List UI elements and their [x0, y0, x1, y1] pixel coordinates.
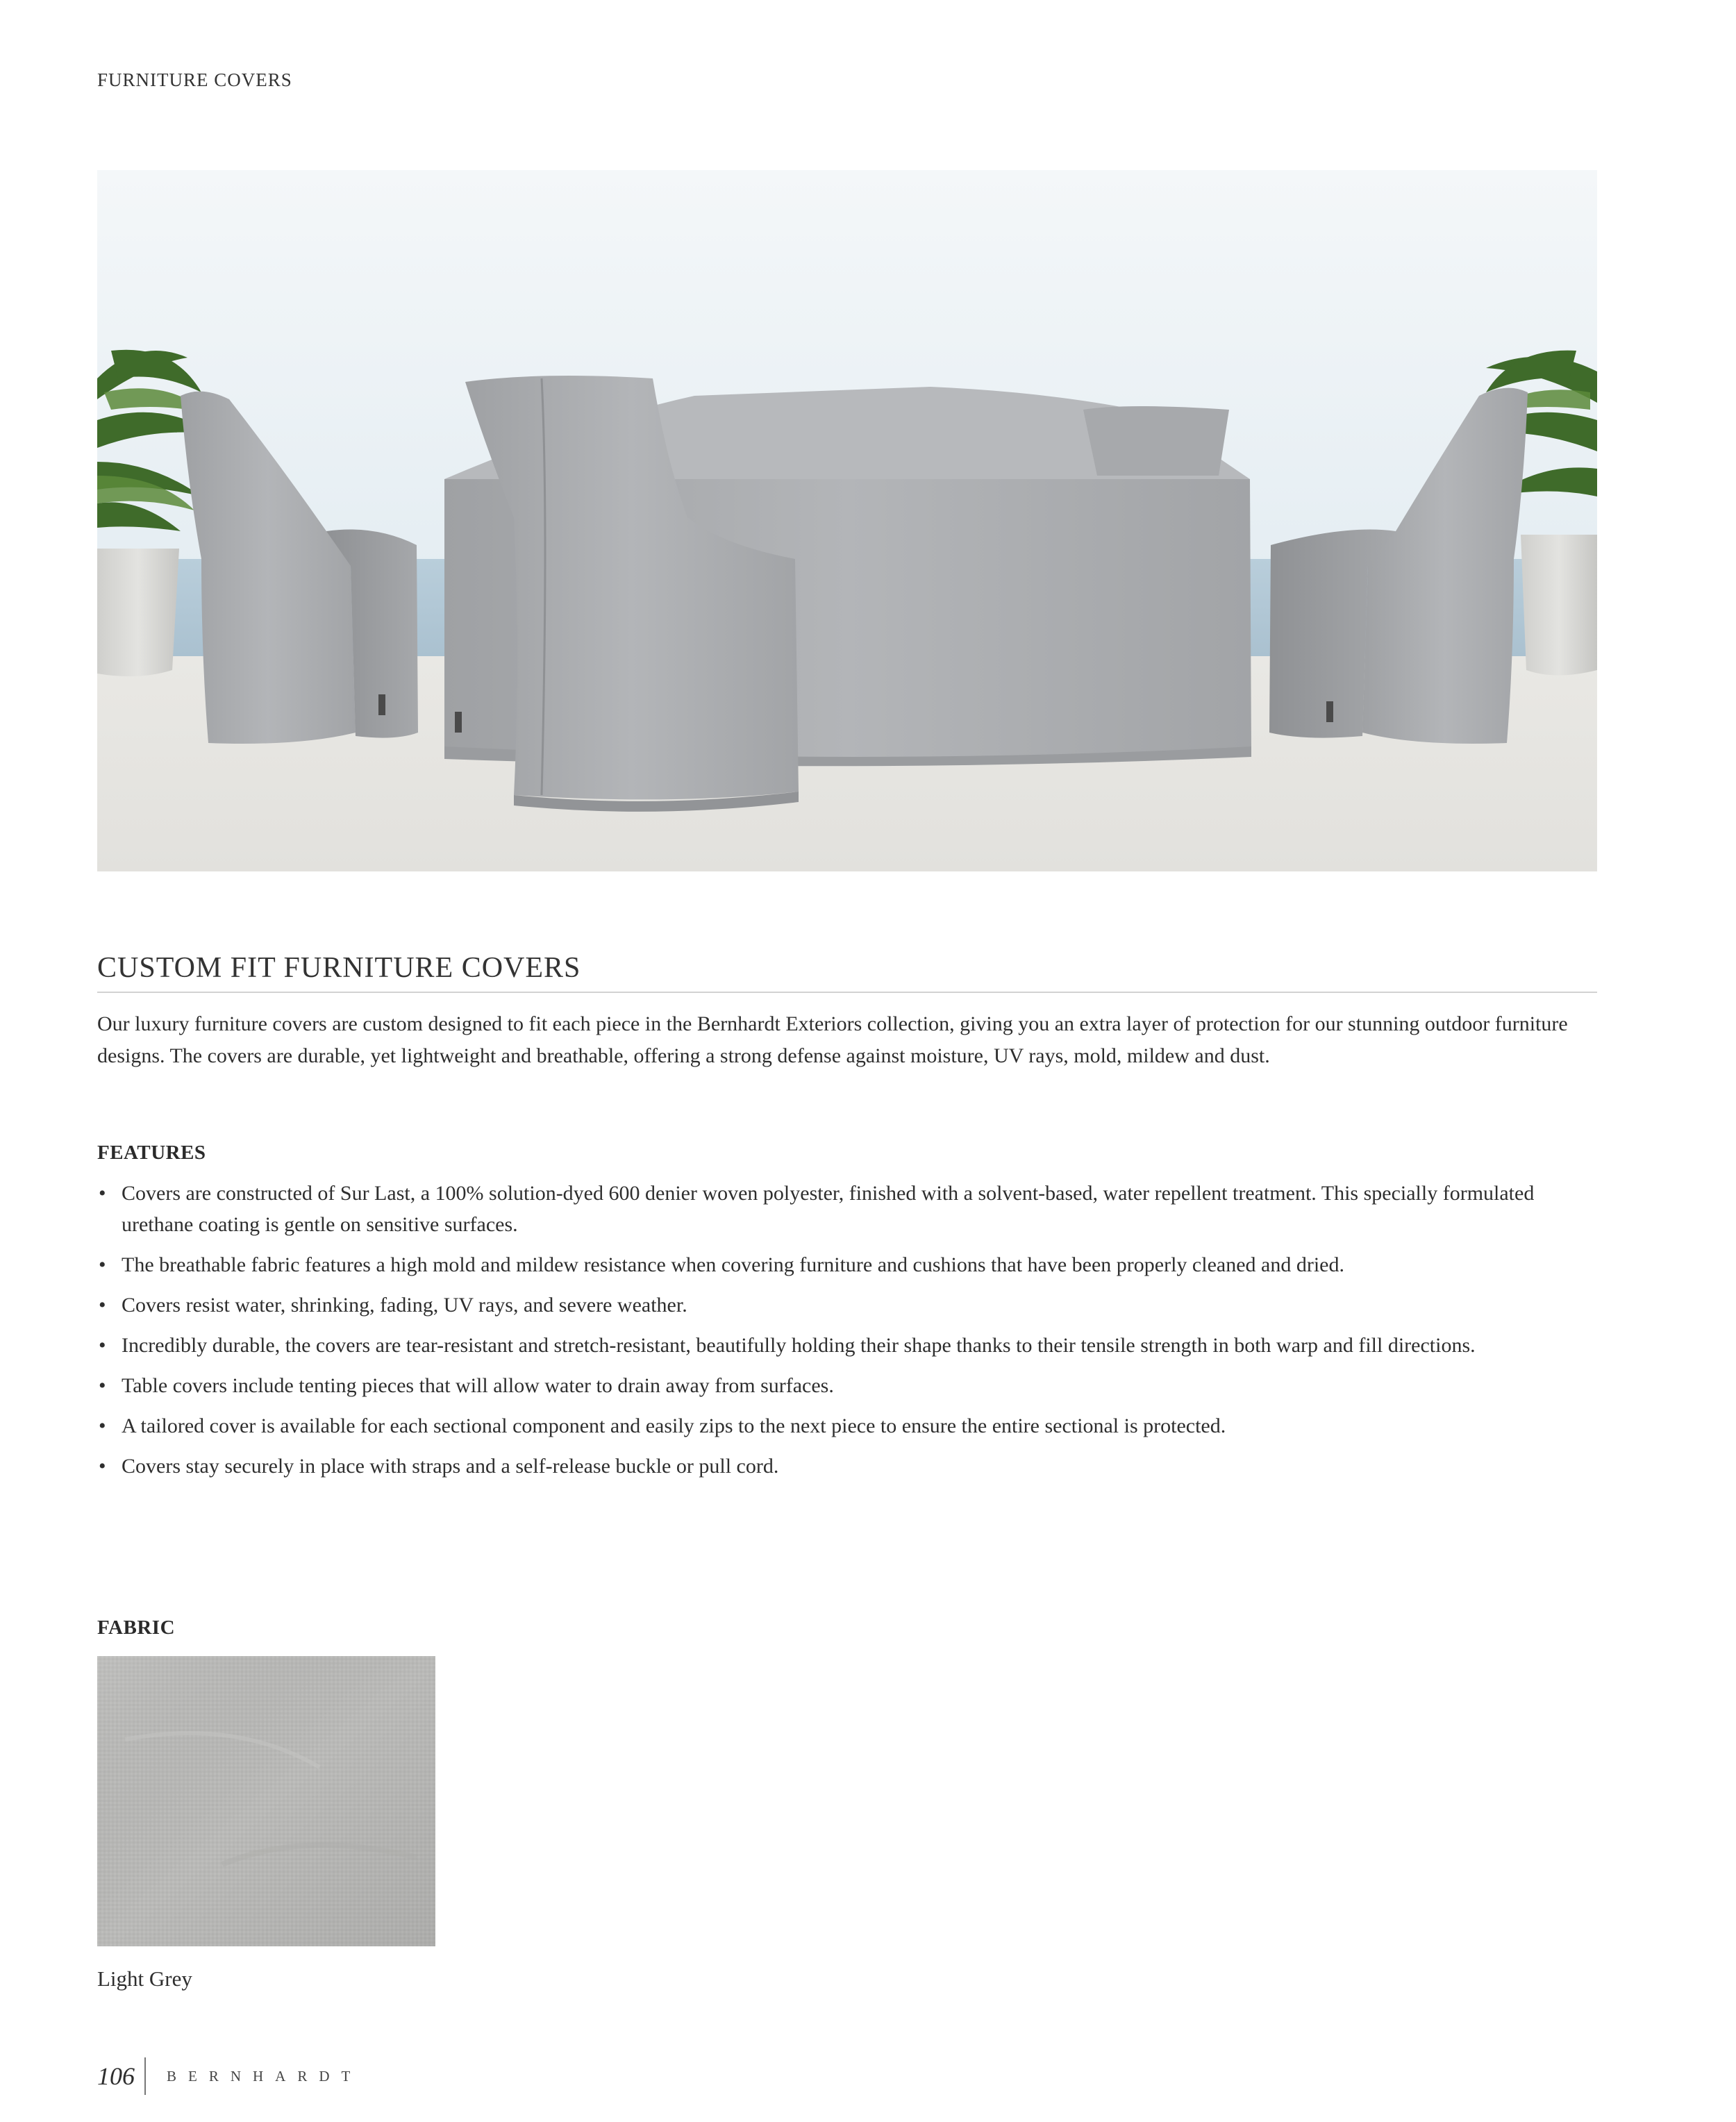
feature-item: • Covers are constructed of Sur Last, a 100% solution-dyed 600 denier woven polyester, finished with a solvent-based, water repellent treatment. This specially formulated urethane coating is gentle on sensitive surfaces.	[97, 1178, 1611, 1240]
fabric-swatch-texture	[97, 1656, 435, 1946]
fabric-heading: FABRIC	[97, 1616, 176, 1639]
features-heading: FEATURES	[97, 1142, 206, 1164]
page-footer	[97, 2055, 362, 2097]
feature-item: • Table covers include tenting pieces that will allow water to drain away from surfaces.	[97, 1370, 1611, 1401]
feature-item: • Covers resist water, shrinking, fading, UV rays, and severe weather.	[97, 1289, 1611, 1321]
fabric-swatch	[97, 1656, 435, 1946]
covered-furniture-photo	[97, 170, 1597, 871]
title-divider	[97, 992, 1597, 993]
fabric-swatch-label: Light Grey	[97, 1966, 192, 1991]
section-header: FURNITURE COVERS	[97, 69, 292, 90]
footer-divider	[144, 2057, 146, 2095]
intro-paragraph: Our luxury furniture covers are custom designed to fit each piece in the Bernhardt Exteriors collection, giving you an extra layer of protection for our stunning outdoor furniture designs. The covers are durable, yet lightweight and breathable, offering a strong defense against moisture, UV rays, mold, mildew and dust.	[97, 1012, 1568, 1067]
page-title: CUSTOM FIT FURNITURE COVERS	[97, 952, 581, 984]
features-list	[97, 1178, 1611, 1491]
feature-item: • Covers stay securely in place with straps and a self-release buckle or pull cord.	[97, 1451, 1611, 1482]
hero-image	[97, 170, 1597, 871]
feature-item: • Incredibly durable, the covers are tear-resistant and stretch-resistant, beautifully holding their shape thanks to their tensile strength in both warp and fill directions.	[97, 1330, 1611, 1361]
brand-logo-text: BERNHARDT	[167, 2067, 362, 2085]
feature-item: • The breathable fabric features a high mold and mildew resistance when covering furniture and cushions that have been properly cleaned and dried.	[97, 1249, 1611, 1280]
page-number: 106	[97, 2062, 135, 2090]
feature-item: • A tailored cover is available for each sectional component and easily zips to the next piece to ensure the entire sectional is protected.	[97, 1410, 1611, 1442]
